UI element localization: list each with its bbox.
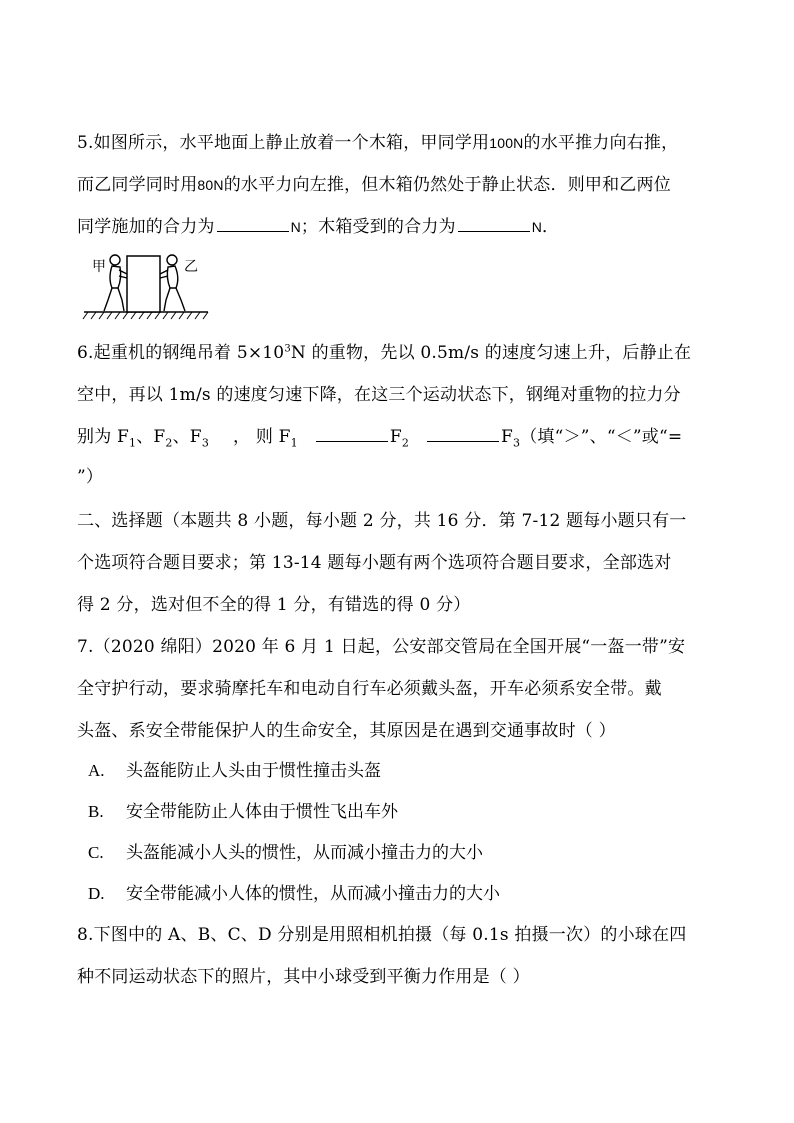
option-letter: B.: [88, 802, 104, 821]
unit-n: N: [531, 219, 543, 235]
q6-text: N 的重物，先以 0.5m/s 的速度匀速上升，后静止在: [290, 343, 692, 363]
q7-option-d[interactable]: [88, 879, 500, 904]
figure-label-yi: 乙: [184, 259, 198, 275]
option-letter: A.: [88, 761, 105, 780]
answer-blank-4[interactable]: [427, 440, 499, 442]
q5-text: 同学施加的合力为: [77, 217, 215, 237]
option-text: 头盔能防止人头由于惯性撞击头盔: [126, 761, 381, 781]
q5-text: 5.如图所示，水平地面上静止放着一个木箱，甲同学用: [77, 133, 490, 153]
section-text: 得 2 分，选对但不全的得 1 分，有错选的得 0 分）: [77, 595, 471, 615]
q6-line-3: [77, 422, 682, 449]
q5-text: 的水平力向左推，但木箱仍然处于静止状态．则甲和乙两位: [223, 175, 671, 195]
q8-line-2: [77, 962, 530, 987]
answer-blank-1[interactable]: [217, 230, 289, 232]
subscript: 2: [165, 436, 173, 450]
subscript: 1: [290, 436, 298, 450]
section-2-line-1: [77, 506, 687, 531]
section-2-line-3: [77, 590, 470, 615]
exponent: 3: [284, 343, 291, 355]
q6-text: F: [389, 427, 402, 447]
q7-option-c[interactable]: [88, 838, 483, 863]
figure-label-jia: 甲: [92, 259, 106, 275]
option-text: 安全带能防止人体由于惯性飞出车外: [126, 802, 398, 822]
q8-text: 8.下图中的 A、B、C、D 分别是用照相机拍摄（每 0.1s 拍摄一次）的小球在四: [77, 925, 687, 945]
subscript: 3: [201, 436, 210, 450]
q6-line-2: [77, 380, 681, 405]
q6-text: （填“＞”、“＜”或“=: [520, 427, 683, 447]
q6-text: ， 则 F: [233, 427, 291, 447]
subscript: 2: [401, 436, 410, 450]
q7-text: 全守护行动，要求骑摩托车和电动自行车必须戴头盔，开车必须系安全带。戴: [77, 679, 662, 699]
person-jia-icon: [104, 255, 127, 311]
q5-text: ．: [542, 217, 560, 237]
section-text: 个选项符合题目要求；第 13-14 题每小题有两个选项符合题目要求，全部选对: [77, 553, 672, 573]
q6-line-4: [77, 462, 103, 487]
q6-text: 别为 F: [77, 427, 129, 447]
q7-option-b[interactable]: [88, 797, 398, 822]
q6-text: 6.起重机的钢绳吊着 5×10: [77, 343, 285, 363]
section-text: 二、选择题（本题共 8 小题，每小题 2 分，共 16 分．第 7-12 题每小题只有一: [77, 511, 687, 531]
q8-line-1: [77, 920, 686, 945]
q5-text: 而乙同学同时用: [77, 175, 198, 195]
option-text: 头盔能减小人头的惯性，从而减小撞击力的大小: [126, 843, 483, 863]
q6-text: 空中，再以 1m/s 的速度匀速下降，在这三个运动状态下，钢绳对重物的拉力分: [77, 385, 681, 405]
answer-blank-2[interactable]: [458, 230, 530, 232]
q5-text: 的水平推力向右推，: [523, 133, 679, 153]
q6-line-1: [77, 338, 691, 363]
option-letter: C.: [88, 843, 104, 862]
q6-text: 、F: [136, 427, 166, 447]
answer-blank-3[interactable]: [316, 440, 388, 442]
subscript: 3: [513, 436, 521, 450]
q7-text: 7.（2020 绵阳）2020 年 6 月 1 日起，公安部交管局在全国开展“一盔一带”安: [77, 637, 686, 657]
wooden-box: [127, 256, 160, 312]
unit-n: N: [290, 219, 301, 235]
q5-force-jia: 100N: [489, 135, 524, 151]
q6-text: F: [501, 427, 514, 447]
q7-line-3: [77, 716, 616, 741]
q5-line-2: [77, 170, 671, 195]
q8-text: 种不同运动状态下的照片，其中小球受到平衡力作用是（ ）: [77, 967, 530, 987]
section-2-line-2: [77, 548, 671, 573]
q7-text: 头盔、系安全带能保护人的生命安全，其原因是在遇到交通事故时（ ）: [77, 721, 616, 741]
option-text: 安全带能减小人体的惯性，从而减小撞击力的大小: [126, 884, 500, 904]
q6-text: 、F: [172, 427, 202, 447]
q5-line-3: [77, 212, 559, 237]
pushing-box-figure: [82, 250, 210, 320]
q7-option-a[interactable]: [88, 756, 381, 781]
q7-line-2: [77, 674, 662, 699]
q5-force-yi: 80N: [197, 177, 224, 193]
q5-line-1: [77, 128, 678, 153]
q7-line-1: [77, 632, 685, 657]
person-yi-icon: [160, 255, 185, 311]
q6-text: ”）: [77, 467, 104, 487]
subscript: 1: [129, 436, 137, 450]
option-letter: D.: [88, 884, 105, 903]
q5-text: ；木箱受到的合力为: [300, 217, 456, 237]
